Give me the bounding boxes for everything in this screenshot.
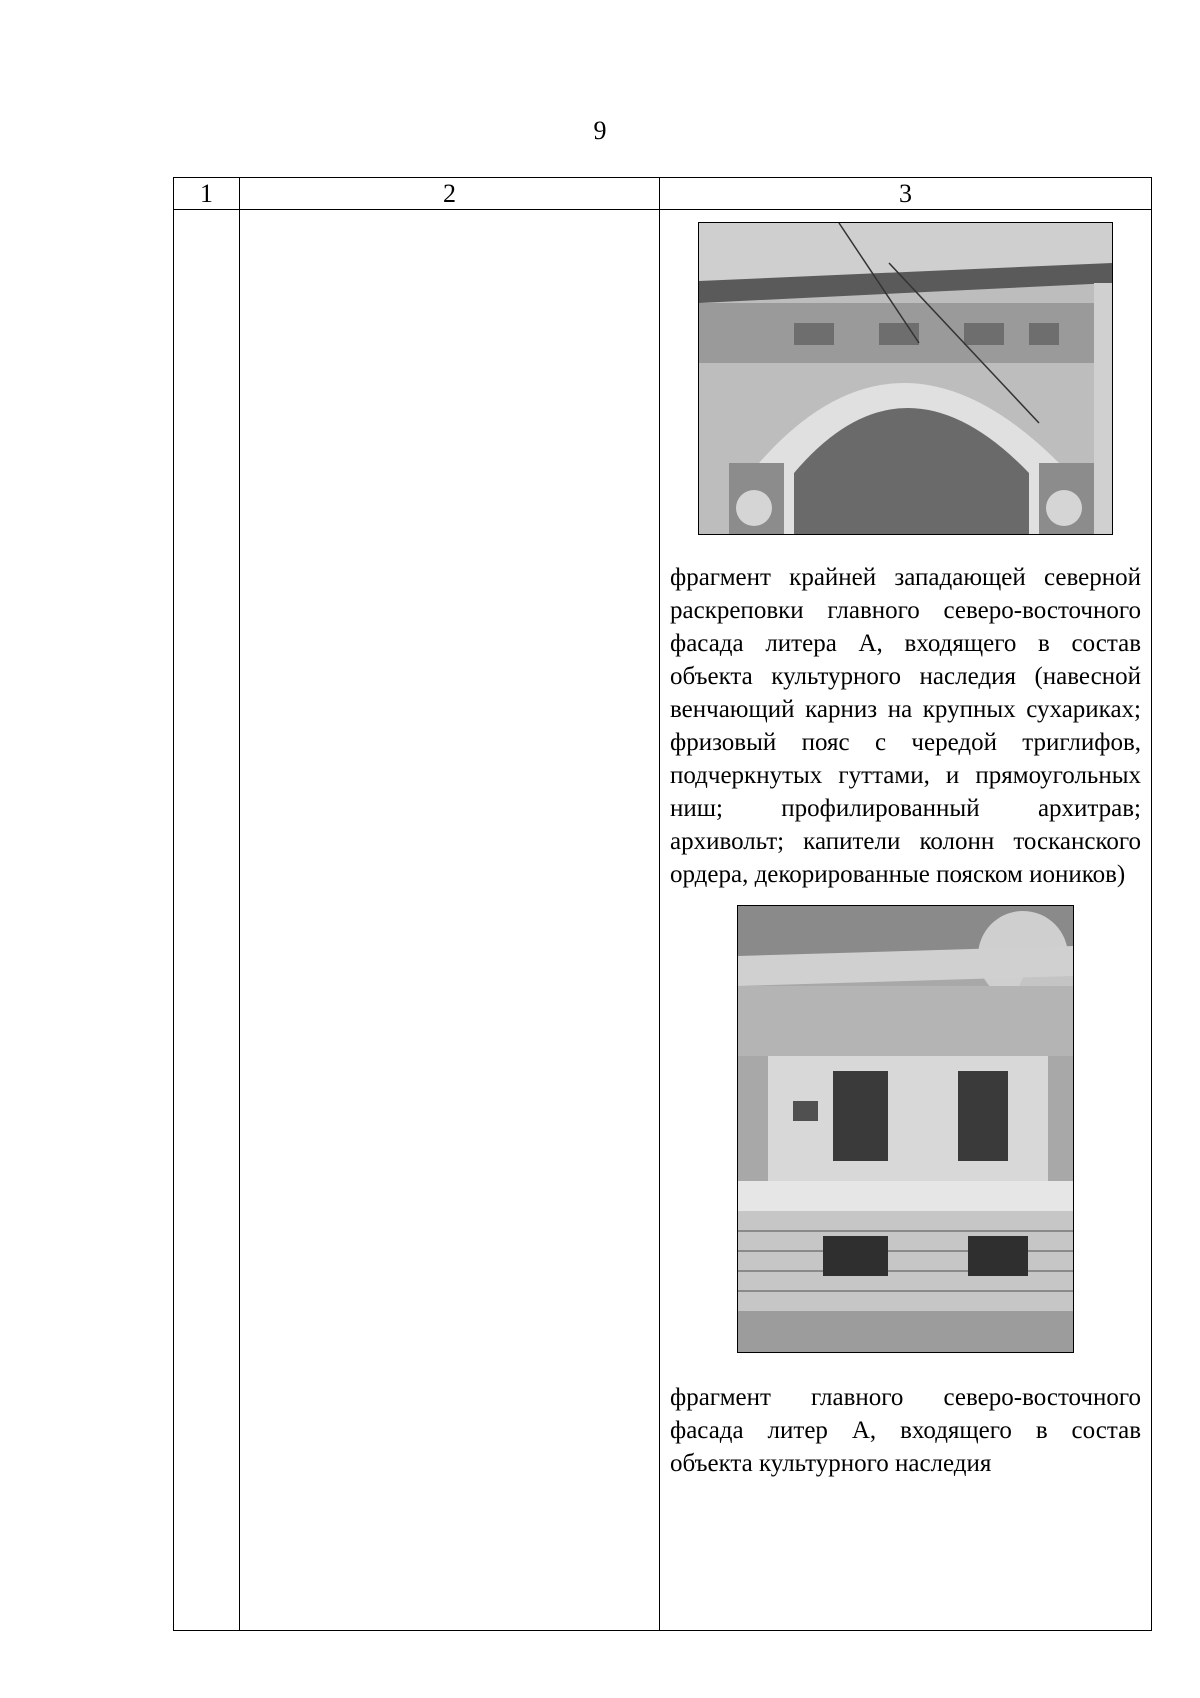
header-cell-3: 3 [660,178,1152,210]
document-table [173,177,1152,1631]
row-cell-description [240,210,660,1631]
photo-caption: фрагмент крайней западающей северной раскреповки главного северо-восточного фасада литера А, входящего в состав объекта культурного наследия (навесной венчающий карниз на крупных сухариках; фризовый пояс с чередой триглифов, подчеркнутых гуттами, и прямоугольных ниш; профилированный архитрав; архивольт; капители колонн тосканского ордера, декорированные пояском иоников) [670,564,1141,888]
header-cell-1: 1 [174,178,240,210]
facade-windows-photo [737,905,1074,1353]
row-cell-photos [660,210,1152,1631]
facade-arch-photo [698,222,1113,535]
photo-caption: фрагмент главного северо-восточного фасада литер А, входящего в состав объекта культурного наследия [670,1384,1141,1477]
row-cell-number [174,210,240,1631]
header-cell-2: 2 [240,178,660,210]
page-number: 9 [593,116,607,145]
table-header-row [174,178,1152,210]
table-row [174,210,1152,1631]
